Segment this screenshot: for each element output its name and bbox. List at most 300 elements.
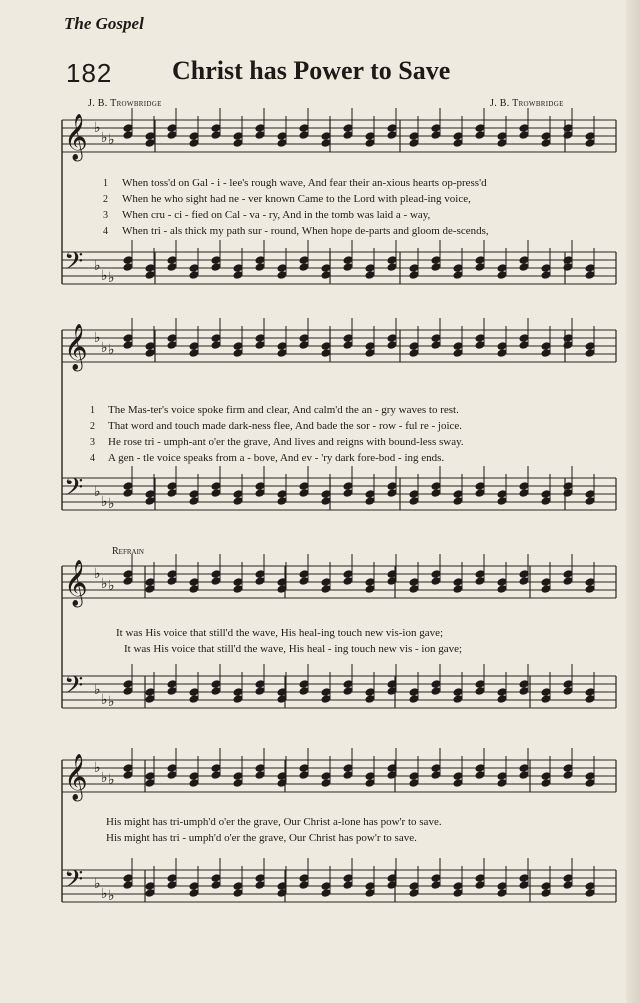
note-head bbox=[299, 874, 309, 883]
note-head bbox=[431, 687, 441, 696]
note-head bbox=[453, 497, 463, 506]
flat-sign: ♭ bbox=[101, 576, 108, 592]
note-head bbox=[453, 271, 463, 280]
note-head bbox=[453, 139, 463, 148]
note-head bbox=[541, 271, 551, 280]
note-head bbox=[497, 264, 507, 273]
note-head bbox=[299, 771, 309, 780]
note-head bbox=[277, 132, 287, 141]
note-head bbox=[123, 764, 133, 773]
note-head bbox=[123, 482, 133, 491]
note-head bbox=[431, 334, 441, 343]
flat-sign: ♭ bbox=[101, 770, 108, 786]
note-head bbox=[541, 889, 551, 898]
note-head bbox=[409, 889, 419, 898]
verse-number: 2 bbox=[90, 421, 95, 432]
verse-number: 3 bbox=[103, 210, 108, 221]
note-head bbox=[431, 131, 441, 140]
note-head bbox=[167, 771, 177, 780]
note-head bbox=[277, 497, 287, 506]
note-head bbox=[409, 578, 419, 587]
note-head bbox=[277, 490, 287, 499]
note-head bbox=[233, 578, 243, 587]
note-head bbox=[365, 585, 375, 594]
note-head bbox=[585, 497, 595, 506]
flat-sign: ♭ bbox=[101, 692, 108, 708]
note-head bbox=[123, 334, 133, 343]
note-head bbox=[189, 271, 199, 280]
flat-sign: ♭ bbox=[108, 888, 115, 904]
note-head bbox=[453, 578, 463, 587]
note-head bbox=[321, 889, 331, 898]
note-head bbox=[585, 779, 595, 788]
note-head bbox=[475, 124, 485, 133]
note-head bbox=[365, 772, 375, 781]
flat-sign: ♭ bbox=[94, 120, 101, 136]
note-head bbox=[255, 771, 265, 780]
note-head bbox=[475, 687, 485, 696]
refrain-lyric-line: It was His voice that still'd the wave, His heal - ing touch new vis - ion gave; bbox=[124, 643, 463, 655]
note-head bbox=[431, 680, 441, 689]
note-head bbox=[123, 570, 133, 579]
words-credit: J. B. Trowbridge bbox=[88, 98, 162, 109]
note-head bbox=[255, 764, 265, 773]
note-head bbox=[123, 131, 133, 140]
note-head bbox=[563, 577, 573, 586]
note-head bbox=[453, 132, 463, 141]
note-head bbox=[541, 772, 551, 781]
treble-clef-icon: 𝄞 bbox=[64, 560, 88, 606]
note-head bbox=[585, 695, 595, 704]
note-head bbox=[453, 882, 463, 891]
note-head bbox=[475, 874, 485, 883]
note-head bbox=[299, 881, 309, 890]
flat-sign: ♭ bbox=[101, 268, 108, 284]
note-head bbox=[299, 489, 309, 498]
note-head bbox=[519, 771, 529, 780]
note-head bbox=[409, 139, 419, 148]
note-head bbox=[497, 585, 507, 594]
note-head bbox=[343, 771, 353, 780]
note-head bbox=[145, 497, 155, 506]
lyric-line: The Mas-ter's voice spoke firm and clear, And calm'd the an - gry waves to rest. bbox=[108, 404, 459, 416]
note-head bbox=[453, 264, 463, 273]
note-head bbox=[409, 342, 419, 351]
note-head bbox=[145, 688, 155, 697]
note-head bbox=[519, 881, 529, 890]
note-head bbox=[189, 139, 199, 148]
note-head bbox=[167, 687, 177, 696]
note-head bbox=[365, 264, 375, 273]
flat-sign: ♭ bbox=[94, 566, 101, 582]
verse-number: 1 bbox=[90, 405, 95, 416]
note-head bbox=[519, 570, 529, 579]
flat-sign: ♭ bbox=[94, 876, 101, 892]
note-head bbox=[167, 124, 177, 133]
note-head bbox=[563, 881, 573, 890]
note-head bbox=[189, 497, 199, 506]
note-head bbox=[585, 882, 595, 891]
note-head bbox=[453, 585, 463, 594]
note-head bbox=[563, 764, 573, 773]
note-head bbox=[519, 334, 529, 343]
note-head bbox=[585, 585, 595, 594]
note-head bbox=[211, 687, 221, 696]
note-head bbox=[255, 489, 265, 498]
note-head bbox=[189, 882, 199, 891]
note-head bbox=[145, 349, 155, 358]
note-head bbox=[409, 585, 419, 594]
note-head bbox=[453, 695, 463, 704]
note-head bbox=[277, 139, 287, 148]
note-head bbox=[233, 264, 243, 273]
note-head bbox=[343, 124, 353, 133]
note-head bbox=[431, 256, 441, 265]
note-head bbox=[211, 680, 221, 689]
note-head bbox=[255, 263, 265, 272]
note-head bbox=[145, 585, 155, 594]
treble-clef-icon: 𝄞 bbox=[64, 754, 88, 800]
flat-sign: ♭ bbox=[101, 340, 108, 356]
flat-sign: ♭ bbox=[94, 484, 101, 500]
note-head bbox=[409, 490, 419, 499]
note-head bbox=[519, 687, 529, 696]
note-head bbox=[189, 578, 199, 587]
note-head bbox=[343, 577, 353, 586]
note-head bbox=[299, 341, 309, 350]
note-head bbox=[409, 497, 419, 506]
note-head bbox=[189, 490, 199, 499]
note-head bbox=[189, 772, 199, 781]
note-head bbox=[585, 132, 595, 141]
note-head bbox=[365, 497, 375, 506]
note-head bbox=[145, 264, 155, 273]
note-head bbox=[233, 139, 243, 148]
note-head bbox=[497, 889, 507, 898]
note-head bbox=[541, 882, 551, 891]
lyric-line: When tri - als thick my path sur - round, When hope de-parts and gloom de-scends, bbox=[122, 225, 489, 237]
note-head bbox=[167, 256, 177, 265]
note-head bbox=[321, 882, 331, 891]
note-head bbox=[519, 124, 529, 133]
flat-sign: ♭ bbox=[94, 258, 101, 274]
note-head bbox=[453, 688, 463, 697]
note-head bbox=[409, 779, 419, 788]
note-head bbox=[519, 263, 529, 272]
note-head bbox=[299, 680, 309, 689]
note-head bbox=[585, 271, 595, 280]
note-head bbox=[255, 680, 265, 689]
note-head bbox=[431, 482, 441, 491]
note-head bbox=[387, 124, 397, 133]
note-head bbox=[233, 585, 243, 594]
note-head bbox=[343, 482, 353, 491]
note-head bbox=[475, 680, 485, 689]
note-head bbox=[233, 779, 243, 788]
note-head bbox=[233, 490, 243, 499]
note-head bbox=[497, 349, 507, 358]
note-head bbox=[431, 577, 441, 586]
note-head bbox=[189, 695, 199, 704]
note-head bbox=[343, 874, 353, 883]
note-head bbox=[431, 263, 441, 272]
note-head bbox=[409, 264, 419, 273]
note-head bbox=[563, 687, 573, 696]
note-head bbox=[145, 695, 155, 704]
note-head bbox=[365, 139, 375, 148]
note-head bbox=[211, 256, 221, 265]
note-head bbox=[123, 489, 133, 498]
note-head bbox=[343, 489, 353, 498]
note-head bbox=[189, 889, 199, 898]
verse-number: 1 bbox=[103, 178, 108, 189]
refrain-lyric-line: His might has tri - umph'd o'er the grave, Our Christ has pow'r to save. bbox=[106, 832, 417, 844]
hymn-number: 182 bbox=[66, 58, 113, 88]
section-label: The Gospel bbox=[64, 14, 144, 33]
note-head bbox=[387, 256, 397, 265]
note-head bbox=[343, 881, 353, 890]
note-head bbox=[585, 490, 595, 499]
note-head bbox=[255, 881, 265, 890]
note-head bbox=[343, 334, 353, 343]
note-head bbox=[475, 263, 485, 272]
note-head bbox=[519, 341, 529, 350]
note-head bbox=[189, 779, 199, 788]
note-head bbox=[233, 497, 243, 506]
note-head bbox=[541, 779, 551, 788]
note-head bbox=[167, 577, 177, 586]
note-head bbox=[519, 577, 529, 586]
note-head bbox=[365, 688, 375, 697]
note-head bbox=[475, 482, 485, 491]
note-head bbox=[233, 132, 243, 141]
note-head bbox=[365, 889, 375, 898]
note-head bbox=[277, 349, 287, 358]
bass-clef-icon: 𝄢 bbox=[64, 247, 84, 282]
flat-sign: ♭ bbox=[101, 886, 108, 902]
flat-sign: ♭ bbox=[101, 130, 108, 146]
note-head bbox=[387, 263, 397, 272]
note-head bbox=[211, 764, 221, 773]
note-head bbox=[453, 889, 463, 898]
note-head bbox=[563, 680, 573, 689]
flat-sign: ♭ bbox=[108, 496, 115, 512]
note-head bbox=[453, 342, 463, 351]
note-head bbox=[255, 334, 265, 343]
note-head bbox=[211, 124, 221, 133]
note-head bbox=[167, 482, 177, 491]
note-head bbox=[585, 264, 595, 273]
note-head bbox=[475, 256, 485, 265]
note-head bbox=[431, 341, 441, 350]
note-head bbox=[321, 695, 331, 704]
note-head bbox=[365, 695, 375, 704]
flat-sign: ♭ bbox=[94, 760, 101, 776]
note-head bbox=[255, 687, 265, 696]
note-head bbox=[321, 772, 331, 781]
note-head bbox=[233, 889, 243, 898]
note-head bbox=[497, 882, 507, 891]
note-head bbox=[497, 497, 507, 506]
note-head bbox=[497, 132, 507, 141]
note-head bbox=[255, 341, 265, 350]
note-head bbox=[497, 772, 507, 781]
note-head bbox=[189, 349, 199, 358]
note-head bbox=[343, 680, 353, 689]
note-head bbox=[431, 764, 441, 773]
note-head bbox=[211, 570, 221, 579]
note-head bbox=[123, 577, 133, 586]
note-head bbox=[409, 695, 419, 704]
note-head bbox=[365, 578, 375, 587]
note-head bbox=[343, 764, 353, 773]
note-head bbox=[167, 881, 177, 890]
note-head bbox=[431, 881, 441, 890]
note-head bbox=[299, 577, 309, 586]
note-head bbox=[453, 490, 463, 499]
note-head bbox=[277, 342, 287, 351]
verse-number: 4 bbox=[90, 453, 95, 464]
note-head bbox=[277, 271, 287, 280]
note-head bbox=[563, 570, 573, 579]
bass-clef-icon: 𝄢 bbox=[64, 865, 84, 900]
note-head bbox=[387, 489, 397, 498]
note-head bbox=[189, 264, 199, 273]
note-head bbox=[519, 489, 529, 498]
refrain-lyric-line: His might has tri-umph'd o'er the grave, Our Christ a-lone has pow'r to save. bbox=[106, 816, 442, 828]
note-head bbox=[321, 779, 331, 788]
note-head bbox=[299, 482, 309, 491]
note-head bbox=[497, 779, 507, 788]
note-head bbox=[541, 497, 551, 506]
note-head bbox=[475, 577, 485, 586]
lyric-line: He rose tri - umph-ant o'er the grave, And lives and reigns with bound-less sway. bbox=[108, 436, 464, 448]
verse-number: 4 bbox=[103, 226, 108, 237]
note-head bbox=[211, 874, 221, 883]
note-head bbox=[123, 256, 133, 265]
lyric-line: When cru - ci - fied on Cal - va - ry, And in the tomb was laid a - way, bbox=[122, 209, 431, 221]
note-head bbox=[585, 772, 595, 781]
note-head bbox=[189, 342, 199, 351]
note-head bbox=[189, 132, 199, 141]
note-head bbox=[519, 764, 529, 773]
note-head bbox=[299, 131, 309, 140]
note-head bbox=[519, 874, 529, 883]
note-head bbox=[211, 881, 221, 890]
note-head bbox=[167, 131, 177, 140]
note-head bbox=[365, 490, 375, 499]
note-head bbox=[299, 334, 309, 343]
note-head bbox=[475, 771, 485, 780]
note-head bbox=[409, 688, 419, 697]
note-head bbox=[145, 490, 155, 499]
note-head bbox=[233, 695, 243, 704]
note-head bbox=[387, 131, 397, 140]
note-head bbox=[299, 124, 309, 133]
note-head bbox=[145, 271, 155, 280]
note-head bbox=[387, 482, 397, 491]
note-head bbox=[211, 482, 221, 491]
note-head bbox=[167, 764, 177, 773]
verse-number: 2 bbox=[103, 194, 108, 205]
note-head bbox=[211, 334, 221, 343]
note-head bbox=[585, 578, 595, 587]
note-head bbox=[387, 334, 397, 343]
note-head bbox=[409, 349, 419, 358]
note-head bbox=[145, 889, 155, 898]
note-head bbox=[145, 578, 155, 587]
flat-sign: ♭ bbox=[108, 772, 115, 788]
note-head bbox=[497, 688, 507, 697]
note-head bbox=[497, 578, 507, 587]
note-head bbox=[343, 256, 353, 265]
note-head bbox=[167, 263, 177, 272]
treble-clef-icon: 𝄞 bbox=[64, 114, 88, 160]
note-head bbox=[123, 680, 133, 689]
note-head bbox=[145, 882, 155, 891]
note-head bbox=[541, 349, 551, 358]
note-head bbox=[211, 131, 221, 140]
note-head bbox=[255, 577, 265, 586]
note-head bbox=[365, 349, 375, 358]
note-head bbox=[541, 264, 551, 273]
note-head bbox=[365, 271, 375, 280]
note-head bbox=[255, 256, 265, 265]
note-head bbox=[123, 124, 133, 133]
note-head bbox=[541, 585, 551, 594]
note-head bbox=[255, 570, 265, 579]
note-head bbox=[299, 687, 309, 696]
note-head bbox=[563, 874, 573, 883]
note-head bbox=[365, 779, 375, 788]
note-head bbox=[497, 490, 507, 499]
flat-sign: ♭ bbox=[108, 132, 115, 148]
note-head bbox=[497, 342, 507, 351]
note-head bbox=[431, 874, 441, 883]
note-head bbox=[123, 687, 133, 696]
note-head bbox=[497, 695, 507, 704]
note-head bbox=[255, 874, 265, 883]
note-head bbox=[585, 889, 595, 898]
note-head bbox=[541, 490, 551, 499]
note-head bbox=[123, 341, 133, 350]
note-head bbox=[343, 341, 353, 350]
note-head bbox=[255, 131, 265, 140]
note-head bbox=[233, 688, 243, 697]
note-head bbox=[475, 131, 485, 140]
note-head bbox=[167, 341, 177, 350]
flat-sign: ♭ bbox=[108, 342, 115, 358]
note-head bbox=[409, 271, 419, 280]
flat-sign: ♭ bbox=[101, 494, 108, 510]
note-head bbox=[365, 882, 375, 891]
note-head bbox=[453, 772, 463, 781]
note-head bbox=[541, 342, 551, 351]
note-head bbox=[145, 342, 155, 351]
note-head bbox=[585, 688, 595, 697]
note-head bbox=[211, 771, 221, 780]
note-head bbox=[167, 334, 177, 343]
lyric-line: That word and touch made dark-ness flee, And bade the sor - row - ful re - joice. bbox=[108, 420, 463, 432]
note-head bbox=[365, 342, 375, 351]
note-head bbox=[585, 342, 595, 351]
note-head bbox=[541, 132, 551, 141]
note-head bbox=[431, 570, 441, 579]
refrain-lyric-line: It was His voice that still'd the wave, His heal-ing touch new vis-ion gave; bbox=[116, 627, 444, 639]
note-head bbox=[299, 263, 309, 272]
verse-number: 3 bbox=[90, 437, 95, 448]
bass-clef-icon: 𝄢 bbox=[64, 473, 84, 508]
